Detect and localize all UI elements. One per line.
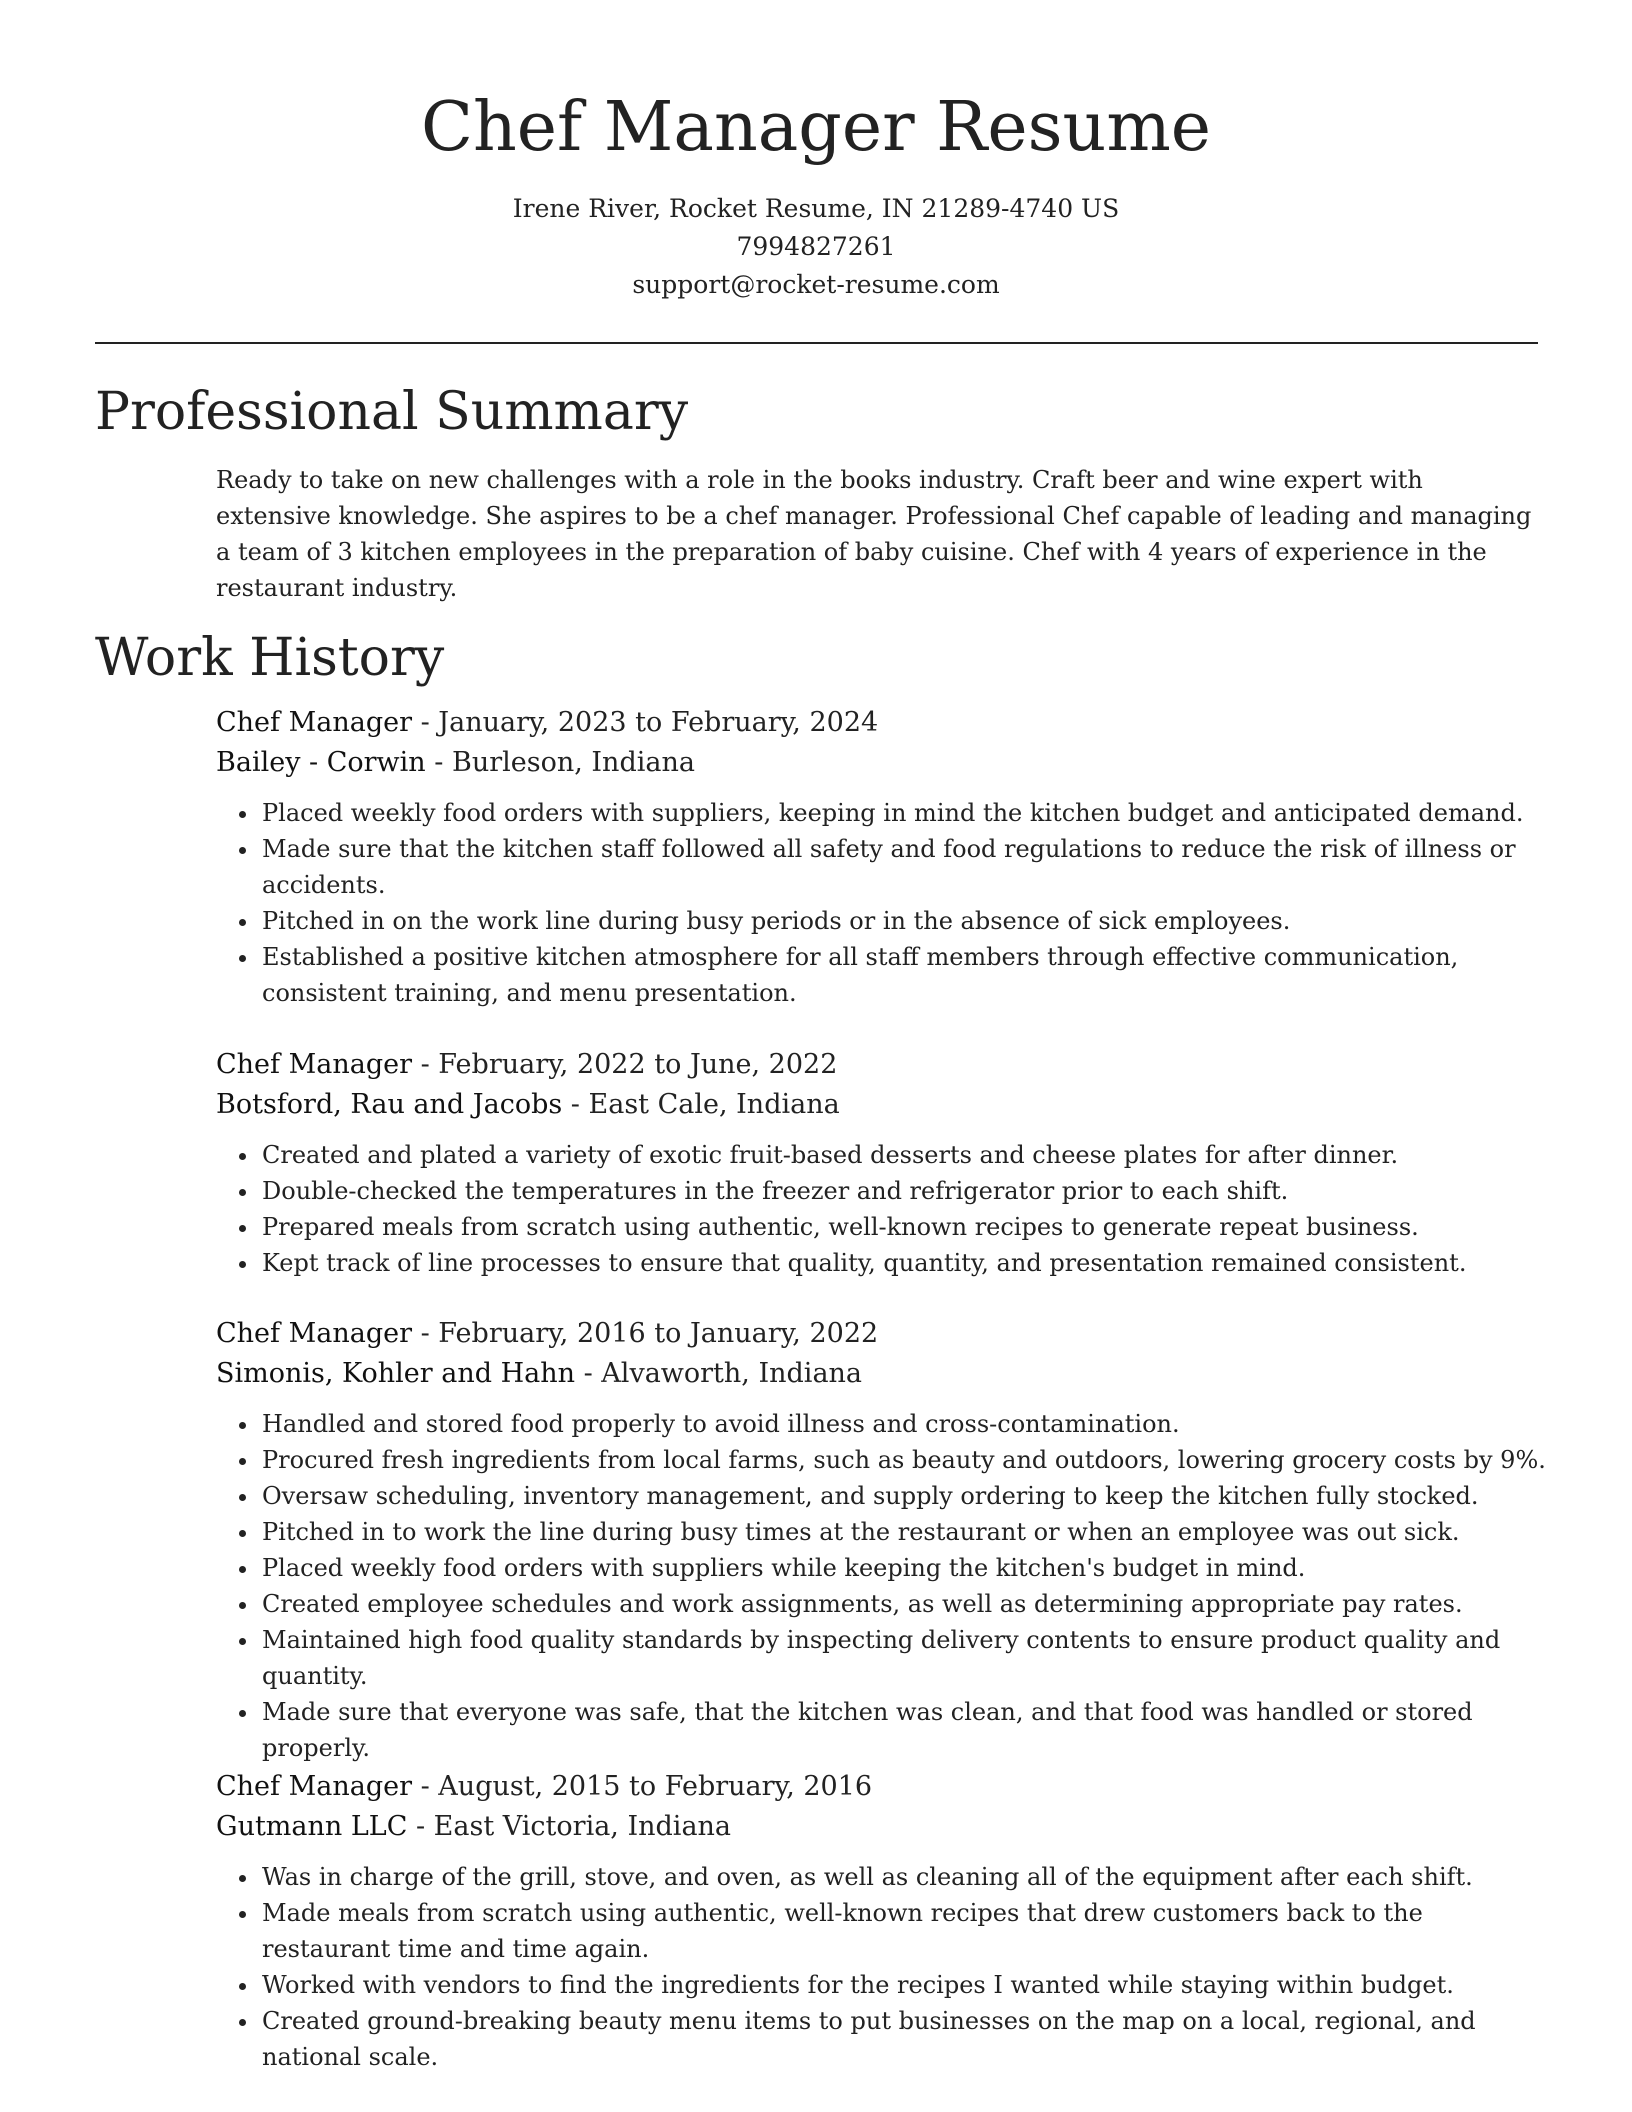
work-history-heading: Work History xyxy=(95,628,445,688)
list-item: • Placed weekly food orders with suppliers, keeping in mind the kitchen budget and anticipated demand. xyxy=(260,795,1546,831)
list-item: • Placed weekly food orders with suppliers while keeping the kitchen's budget in mind. xyxy=(260,1550,1546,1586)
job-company xyxy=(216,1354,1546,1394)
job-location: - East Cale, Indiana xyxy=(562,1089,840,1120)
list-item: • Created ground-breaking beauty menu items to put businesses on the map on a local, regional, and national scale. xyxy=(260,2003,1546,2075)
list-item: • Oversaw scheduling, inventory management, and supply ordering to keep the kitchen fully stocked. xyxy=(260,1478,1546,1514)
list-item: • Maintained high food quality standards by inspecting delivery contents to ensure product quality and quantity. xyxy=(260,1622,1546,1694)
job-role: Chef Manager xyxy=(216,1049,413,1080)
page-title: Chef Manager Resume xyxy=(420,88,1212,167)
job-entry xyxy=(216,1045,1546,1281)
company-name: Botsford, Rau and Jacobs xyxy=(216,1089,563,1120)
job-location: - Burleson, Indiana xyxy=(425,747,695,778)
list-item: • Created and plated a variety of exotic fruit-based desserts and cheese plates for after dinner. xyxy=(260,1137,1546,1173)
list-item: • Pitched in to work the line during busy times at the restaurant or when an employee was out sick. xyxy=(260,1514,1546,1550)
job-role: Chef Manager xyxy=(216,1771,413,1802)
job-location: - Alvaworth, Indiana xyxy=(575,1358,863,1389)
job-entry xyxy=(216,703,1546,1011)
list-item: • Pitched in on the work line during busy periods or in the absence of sick employees. xyxy=(260,903,1546,939)
list-item: • Procured fresh ingredients from local farms, such as beauty and outdoors, lowering grocery costs by 9%. xyxy=(260,1442,1546,1478)
job-title xyxy=(216,1045,1546,1085)
job-location: - East Victoria, Indiana xyxy=(407,1811,732,1842)
job-dates: - January, 2023 to February, 2024 xyxy=(412,707,879,738)
job-company xyxy=(216,743,1546,783)
list-item: • Handled and stored food properly to avoid illness and cross-contamination. xyxy=(260,1406,1546,1442)
job-company xyxy=(216,1807,1546,1847)
summary-heading: Professional Summary xyxy=(95,382,689,442)
list-item: • Prepared meals from scratch using authentic, well-known recipes to generate repeat business. xyxy=(260,1209,1546,1245)
job-entry xyxy=(216,1767,1546,2075)
job-bullets xyxy=(216,1406,1546,1766)
contact-info xyxy=(0,190,1632,304)
list-item: • Worked with vendors to find the ingredients for the recipes I wanted while staying within budget. xyxy=(260,1967,1546,2003)
contact-phone: 7994827261 xyxy=(736,232,896,261)
job-title xyxy=(216,1767,1546,1807)
company-name: Simonis, Kohler and Hahn xyxy=(216,1358,576,1389)
list-item: • Kept track of line processes to ensure that quality, quantity, and presentation remained consistent. xyxy=(260,1245,1546,1281)
company-name: Bailey - Corwin xyxy=(216,747,426,778)
summary-text: Ready to take on new challenges with a role in the books industry. Craft beer and wine expert with extensive knowledge. She aspires to be a chef manager. Professional Chef capable of leading and managing a team of 3 kitchen employees in the preparation of baby cuisine. Chef with 4 years of experience in the restaurant industry. xyxy=(216,466,1532,602)
list-item: • Created employee schedules and work assignments, as well as determining appropriate pay rates. xyxy=(260,1586,1546,1622)
contact-email: support@rocket-resume.com xyxy=(632,270,1000,299)
list-item: • Was in charge of the grill, stove, and oven, as well as cleaning all of the equipment after each shift. xyxy=(260,1859,1546,1895)
job-dates: - February, 2022 to June, 2022 xyxy=(412,1049,838,1080)
list-item: • Made meals from scratch using authentic, well-known recipes that drew customers back to the restaurant time and time again. xyxy=(260,1895,1546,1967)
job-bullets xyxy=(216,1859,1546,2075)
list-item: • Made sure that everyone was safe, that the kitchen was clean, and that food was handled or stored properly. xyxy=(260,1694,1546,1766)
contact-address: Irene River, Rocket Resume, IN 21289-4740 US xyxy=(512,194,1120,223)
job-role: Chef Manager xyxy=(216,1318,413,1349)
list-item: • Double-checked the temperatures in the freezer and refrigerator prior to each shift. xyxy=(260,1173,1546,1209)
header-divider xyxy=(95,342,1538,344)
job-dates: - August, 2015 to February, 2016 xyxy=(412,1771,873,1802)
list-item: • Established a positive kitchen atmosphere for all staff members through effective communication, consistent training, and menu presentation. xyxy=(260,939,1546,1011)
job-title xyxy=(216,703,1546,743)
job-bullets xyxy=(216,795,1546,1011)
job-title xyxy=(216,1314,1546,1354)
job-bullets xyxy=(216,1137,1546,1281)
list-item: • Made sure that the kitchen staff followed all safety and food regulations to reduce the risk of illness or accidents. xyxy=(260,831,1546,903)
resume-header xyxy=(0,0,1632,304)
job-company xyxy=(216,1085,1546,1125)
job-dates: - February, 2016 to January, 2022 xyxy=(412,1318,879,1349)
job-role: Chef Manager xyxy=(216,707,413,738)
company-name: Gutmann LLC xyxy=(216,1811,408,1842)
job-entry xyxy=(216,1314,1546,1766)
